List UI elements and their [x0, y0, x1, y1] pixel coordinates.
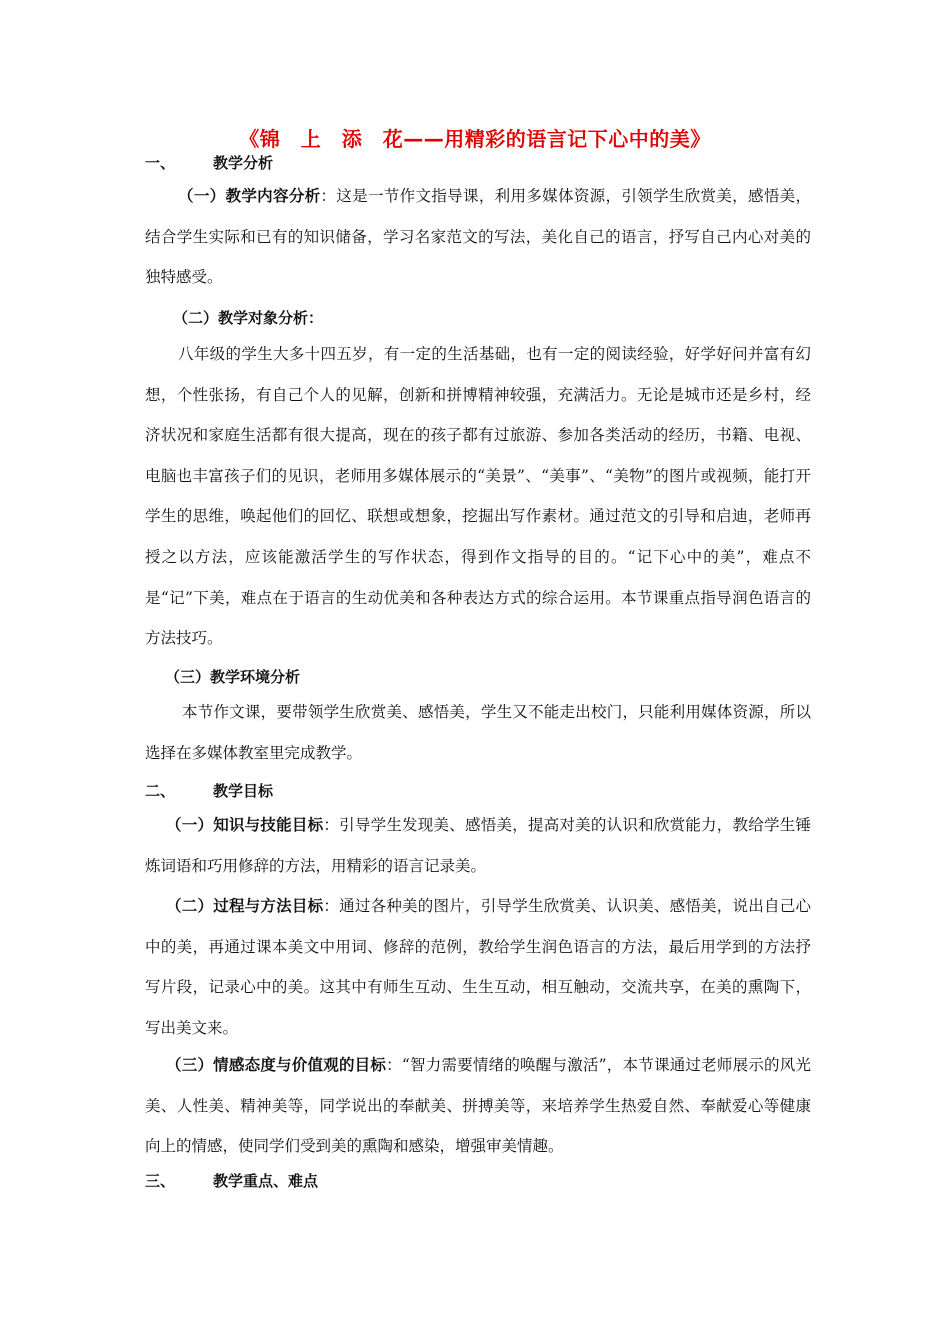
subheading-environment-analysis: （三）教学环境分析: [165, 668, 301, 686]
content-analysis-text: ：这是一节作文指导课，利用多媒体资源，引领学生欣赏美，感悟美，结合学生实际和已有的知识储备，学习名家范文的写法，美化自己的语言，抒写自己内心对美的独特感受。: [145, 187, 811, 287]
knowledge-skill-goal-paragraph: [145, 805, 811, 886]
section-number: 一、: [145, 154, 176, 172]
section-label: 教学分析: [213, 154, 274, 172]
content-analysis-label: （一）教学内容分析: [178, 187, 321, 205]
emotion-value-goal-paragraph: [145, 1045, 811, 1167]
knowledge-skill-goal-text: ：引导学生发现美、感悟美，提高对美的认识和欣赏能力，教给学生锤炼词语和巧用修辞的方法，用精彩的语言记录美。: [145, 816, 811, 875]
audience-analysis-paragraph: 八年级的学生大多十四五岁，有一定的生活基础，也有一定的阅读经验，好学好问并富有幻想，个性张扬，有自己个人的见解，创新和拼博精神较强，充满活力。无论是城市还是乡村，经济状况和家庭生活都有很大提高，现在的孩子都有过旅游、参加各类活动的经历，书籍、电视、电脑也丰富孩子们的见识，老师用多媒体展示的“美景”、“美事”、“美物”的图片或视频，能打开学生的思维，唤起他们的回忆、联想或想象，挖掘出写作素材。通过范文的引导和启迪，老师再授之以方法，应该能激活学生的写作状态，得到作文指导的目的。“记下心中的美”，难点不是“记”下美，难点在于语言的生动优美和各种表达方式的综合运用。本节课重点指导润色语言的方法技巧。: [145, 345, 811, 648]
document-title: 《锦 上 添 花——用精彩的语言记下心中的美》: [239, 127, 711, 151]
section-heading-analysis: [145, 151, 273, 175]
knowledge-skill-goal-label: （一）知识与技能目标: [166, 816, 324, 834]
section-heading-key-points: [145, 1169, 318, 1193]
process-method-goal-paragraph: [145, 886, 811, 1048]
section-number: 三、: [145, 1172, 176, 1190]
emotion-value-goal-text: ：“智力需要情绪的唤醒与激活”，本节课通过老师展示的风光美、人性美、精神美等，同学说出的奉献美、拼搏美等，来培养学生热爱自然、奉献爱心等健康向上的情感，使同学们受到美的熏陶和感染，增强审美情趣。: [145, 1056, 811, 1156]
content-analysis-paragraph: [145, 176, 811, 298]
section-label: 教学重点、难点: [213, 1172, 319, 1190]
section-number: 二、: [145, 782, 176, 800]
emotion-value-goal-label: （三）情感态度与价值观的目标: [166, 1056, 387, 1074]
environment-analysis-paragraph: 本节作文课，要带领学生欣赏美、感悟美，学生又不能走出校门，只能利用媒体资源，所以选择在多媒体教室里完成教学。: [145, 703, 811, 762]
section-heading-objectives: [145, 779, 273, 803]
subheading-audience-analysis: （二）教学对象分析：: [173, 309, 324, 327]
section-label: 教学目标: [213, 782, 274, 800]
process-method-goal-label: （二）过程与方法目标: [166, 897, 324, 915]
process-method-goal-text: ：通过各种美的图片，引导学生欣赏美、认识美、感悟美，说出自己心中的美，再通过课本美文中用词、修辞的范例，教给学生润色语言的方法，最后用学到的方法抒写片段，记录心中的美。这其中有师生互动、生生互动，相互触动，交流共享，在美的熏陶下，写出美文来。: [145, 897, 811, 1037]
